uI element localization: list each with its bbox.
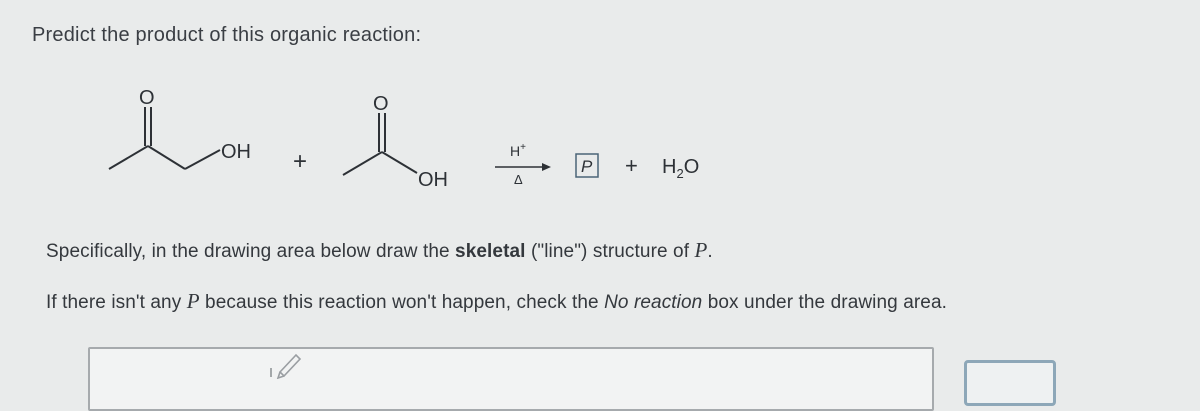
condition-acid: H+	[510, 142, 526, 159]
reactant-plus: +	[293, 148, 308, 175]
reactant-2-oh: OH	[418, 169, 448, 191]
question-prompt: Predict the product of this organic reaction:	[32, 24, 422, 46]
toolbar-side-button[interactable]	[964, 360, 1056, 406]
byproduct-water: $H_2O$	[662, 156, 700, 181]
reactant-2-carbonyl-o: O	[373, 93, 389, 115]
instruction-no-reaction: If there isn't any P because this reaction won't happen, check the No reaction box under the drawing area.	[46, 289, 948, 313]
reaction-arrow	[495, 163, 551, 171]
reactant-1	[109, 107, 220, 169]
product-label: P	[581, 157, 593, 176]
reactant-1-oh: OH	[221, 141, 251, 163]
reactant-1-carbonyl-o: O	[139, 87, 155, 109]
drawing-area[interactable]	[88, 347, 934, 411]
byproduct-plus: +	[625, 153, 638, 178]
instruction-draw: Specifically, in the drawing area below draw the skeletal ("line") structure of P.	[46, 238, 713, 262]
reaction-scheme	[105, 80, 745, 210]
reactant-2	[343, 113, 417, 175]
pencil-icon	[268, 349, 304, 379]
condition-heat: Δ	[514, 172, 523, 187]
